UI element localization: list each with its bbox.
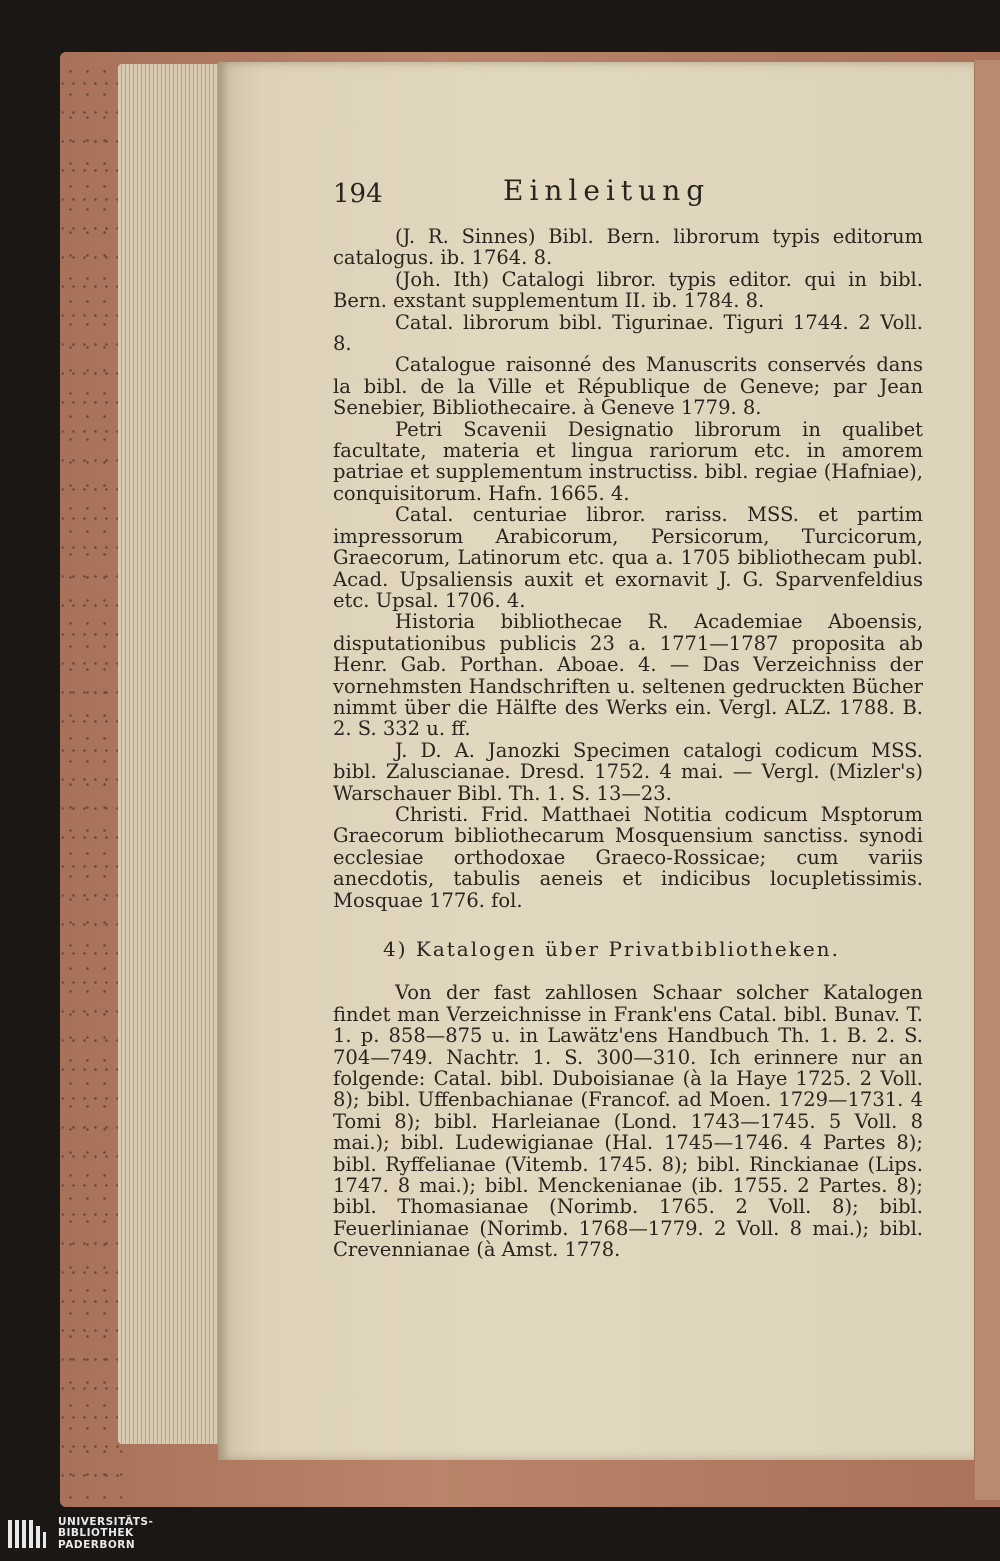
logo-line-2: BIBLIOTHEK (58, 1527, 134, 1540)
entry-scavenius: Petri Scavenii Designatio librorum in qualibet facultate, materia et lingua rariorum etc. in amorem patriae et supplementum instructiss. bibl. regiae (Hafniae), conquisitorum. Hafn. 1665. 4. (333, 417, 923, 505)
page-edges (118, 64, 224, 1444)
page-text (333, 174, 923, 1262)
library-logo (6, 1514, 266, 1554)
section-heading: 4) Katalogen über Privatbibliotheken. (383, 937, 840, 961)
next-page-edge (975, 60, 1000, 1500)
logo-line-1: UNIVERSITÄTS- (58, 1515, 154, 1528)
entry-sinnes: (J. R. Sinnes) Bibl. Bern. librorum typis editorum catalogus. ib. 1764. 8. (333, 225, 923, 270)
entry-aboensis: Historia bibliothecae R. Academiae Aboensis, disputationibus publicis 23 a. 1771—1787 proposita ab Henr. Gab. Porthan. Aboae. 4. — Das Verzeichniss der vornehmsten Handschriften u. seltenen gedruckten Bücher nimmt über die Hälfte des Werks ein. Vergl. ALZ. 1788. B. 2. S. 332 u. ff. (333, 610, 923, 741)
entry-geneve: Catalogue raisonné des Manuscrits conservés dans la bibl. de la Ville et République de Geneve; par Jean Senebier, Bibliothecaire. à Geneve 1779. 8. (333, 353, 923, 420)
entry-upsal: Catal. centuriae libror. rariss. MSS. et partim impressorum Arabicorum, Persicorum, Turcicorum, Graecorum, Latinorum etc. qua a. 1705 bibliothecam publ. Acad. Upsaliensis auxit et exornavit J. G. Sparvenfeldius etc. Upsal. 1706. 4. (333, 503, 923, 612)
entry-ith: (Joh. Ith) Catalogi libror. typis editor. qui in bibl. Bern. exstant supplementum II. ib. 1784. 8. (333, 267, 923, 313)
library-logo-text (58, 1517, 153, 1552)
library-columns-icon (6, 1516, 48, 1552)
entry-janozki: J. D. A. Janozki Specimen catalogi codicum MSS. bibl. Zaluscianae. Dresd. 1752. 4 mai. — Vergl. (Mizler's) Warschauer Bibl. Th. 1. S. 13—23. (333, 738, 923, 805)
cover-speckle-texture (62, 60, 122, 1500)
section-paragraph: Von der fast zahllosen Schaar solcher Katalogen findet man Verzeichnisse in Frank'ens Catal. bibl. Bunav. T. 1. p. 858—875 u. in Lawätz'ens Handbuch Th. 1. B. 2. S. 704—749. Nachtr. 1. S. 300—310. Ich erinnere nur an folgende: Catal. bibl. Duboisianae (à la Haye 1725. 2 Voll. 8); bibl. Uffenbachianae (Francof. ad Moen. 1729—1731. 4 Tomi 8); bibl. Harleianae (Lond. 1743—1745. 5 Voll. 8 mai.); bibl. Ludewigianae (Hal. 1745—1746. 4 Partes 8); bibl. Ryffelianae (Vitemb. 1745. 8); bibl. Rinckianae (Lips. 1747. 8 mai.); bibl. Menckenianae (ib. 1755. 2 Partes. 8); bibl. Thomasianae (Norimb. 1765. 2 Voll. 8); bibl. Feuerlinianae (Norimb. 1768—1779. 2 Voll. 8 mai.); bibl. Crevennianae (à Amst. 1778. (333, 981, 923, 1262)
entry-matthaei: Christi. Frid. Matthaei Notitia codicum Msptorum Graecorum bibliothecarum Mosquensium sanctiss. synodi ecclesiae orthodoxae Graeco-Rossicae; cum variis anecdotis, tabulis aeneis et indicibus locupletissimis. Mosquae 1776. fol. (333, 802, 923, 912)
book-page (218, 62, 974, 1460)
page-header (333, 174, 923, 220)
entry-tigurinae: Catal. librorum bibl. Tigurinae. Tiguri 1744. 2 Voll. 8. (333, 310, 923, 356)
page-number: 194 (333, 179, 383, 209)
running-title: Einleitung (503, 174, 711, 207)
logo-line-3: PADERBORN (58, 1538, 136, 1551)
